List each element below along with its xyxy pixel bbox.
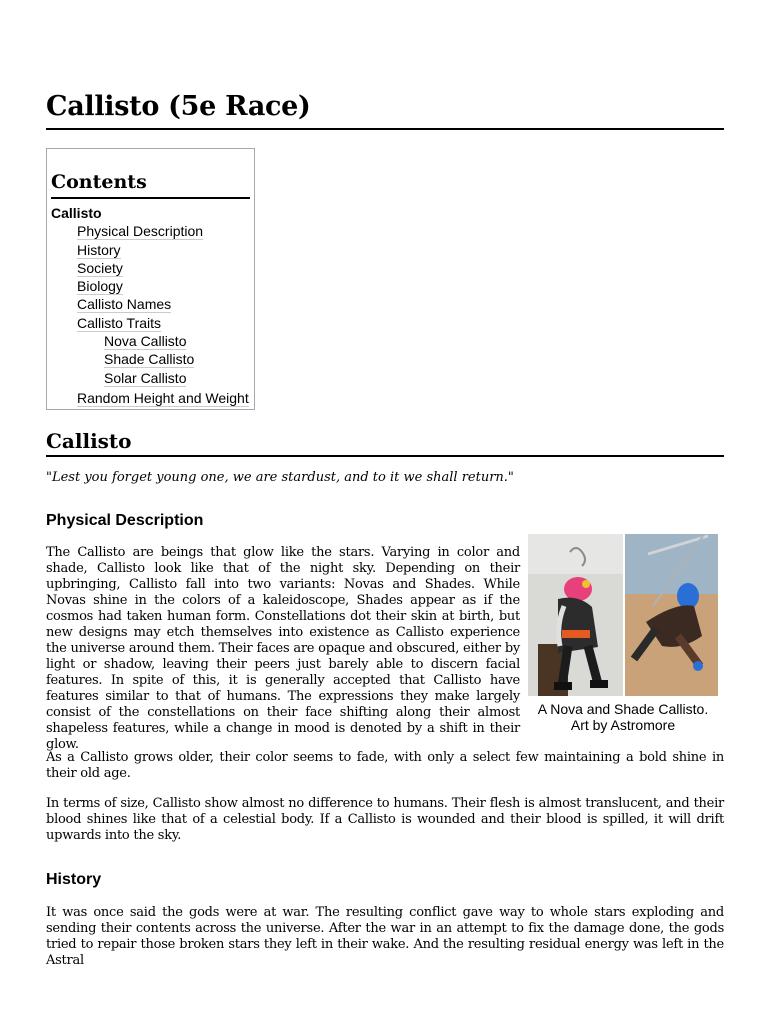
toc-item-biology[interactable]: [51, 277, 250, 295]
toc-item-callisto[interactable]: [51, 204, 250, 222]
epigraph-quote: [46, 469, 724, 487]
toc-link[interactable]: Random Height and Weight: [77, 389, 249, 406]
toc-link[interactable]: History: [77, 241, 121, 258]
figure-caption: [528, 701, 718, 733]
physical-paragraph-1: The Callisto are beings that glow like the stars. Varying in color and shade, Callisto look like that of the night sky. Depending on their upbringing, Callisto fall into two variants: Novas and Shades. While Novas shine in the colors of a kaleidoscope, Shades appear as if the cosmos had taken human form. Constellations dot their skin at birth, but new designs may etch themselves into existence as Callisto experience the universe around them. Their faces are opaque and obscured, either by light or shadow, leaving their peers just barely able to discern facial features. In spite of this, it is generally accepted that Callisto have features similar to that of humans. The expressions they make largely consist of the constellations on their face shifting along their almost shapeless features, while a change in mood is denoted by a shift in their glow.: [46, 545, 520, 752]
toc-link[interactable]: Shade Callisto: [104, 351, 195, 368]
subheading-history: History: [46, 871, 102, 888]
quote-close-mark: ": [507, 470, 514, 485]
toc-link[interactable]: Solar Callisto: [104, 369, 187, 386]
figure-nova-shade: [528, 534, 718, 733]
toc-item-history[interactable]: [51, 241, 250, 259]
toc-item-random-height-weight[interactable]: [51, 389, 250, 407]
toc-item-nova-callisto[interactable]: [51, 332, 250, 350]
toc-link[interactable]: Physical Description: [77, 223, 204, 240]
toc-link[interactable]: Callisto Names: [77, 296, 172, 313]
page-title: Callisto (5e Race): [46, 90, 724, 130]
toc-item-society[interactable]: [51, 259, 250, 277]
toc-link[interactable]: Callisto: [51, 205, 102, 221]
toc-link[interactable]: Callisto Traits: [77, 314, 162, 331]
toc-heading: Contents: [51, 169, 250, 199]
toc-link[interactable]: Society: [77, 259, 123, 276]
toc-item-solar-callisto[interactable]: [51, 369, 250, 387]
caption-line-2: Art by Astromore: [570, 717, 676, 733]
toc-item-callisto-traits[interactable]: [51, 314, 250, 332]
toc-item-shade-callisto[interactable]: [51, 350, 250, 368]
history-paragraph-1: It was once said the gods were at war. The resulting conflict gave way to whole stars exploding and sending their contents across the universe. After the war in an attempt to fix the damage done, the gods tried to repair those broken stars they left in their wake. And the resulting residual energy was left in the Astral: [46, 905, 724, 968]
toc-item-callisto-names[interactable]: [51, 295, 250, 313]
physical-paragraph-3: In terms of size, Callisto show almost no difference to humans. Their flesh is almost translucent, and their blood shines like that of a celestial body. If a Callisto is wounded and their blood is spilled, it will drift upwards into the sky.: [46, 796, 724, 843]
artwork-image[interactable]: [528, 534, 718, 696]
quote-open-mark: ": [46, 470, 52, 485]
toc-link[interactable]: Biology: [77, 278, 123, 295]
physical-paragraph-2: As a Callisto grows older, their color seems to fade, with only a select few maintaining a bold shine in their old age.: [46, 750, 724, 781]
caption-line-1: A Nova and Shade Callisto.: [537, 701, 709, 717]
quote-text: Lest you forget young one, we are stardust, and to it we shall return.: [51, 470, 508, 485]
table-of-contents: [46, 148, 255, 410]
toc-item-physical-description[interactable]: [51, 222, 250, 240]
toc-link[interactable]: Nova Callisto: [104, 333, 187, 350]
section-heading-callisto: Callisto: [46, 428, 724, 457]
subheading-physical-description: Physical Description: [46, 512, 204, 529]
toc-list: [51, 204, 250, 407]
